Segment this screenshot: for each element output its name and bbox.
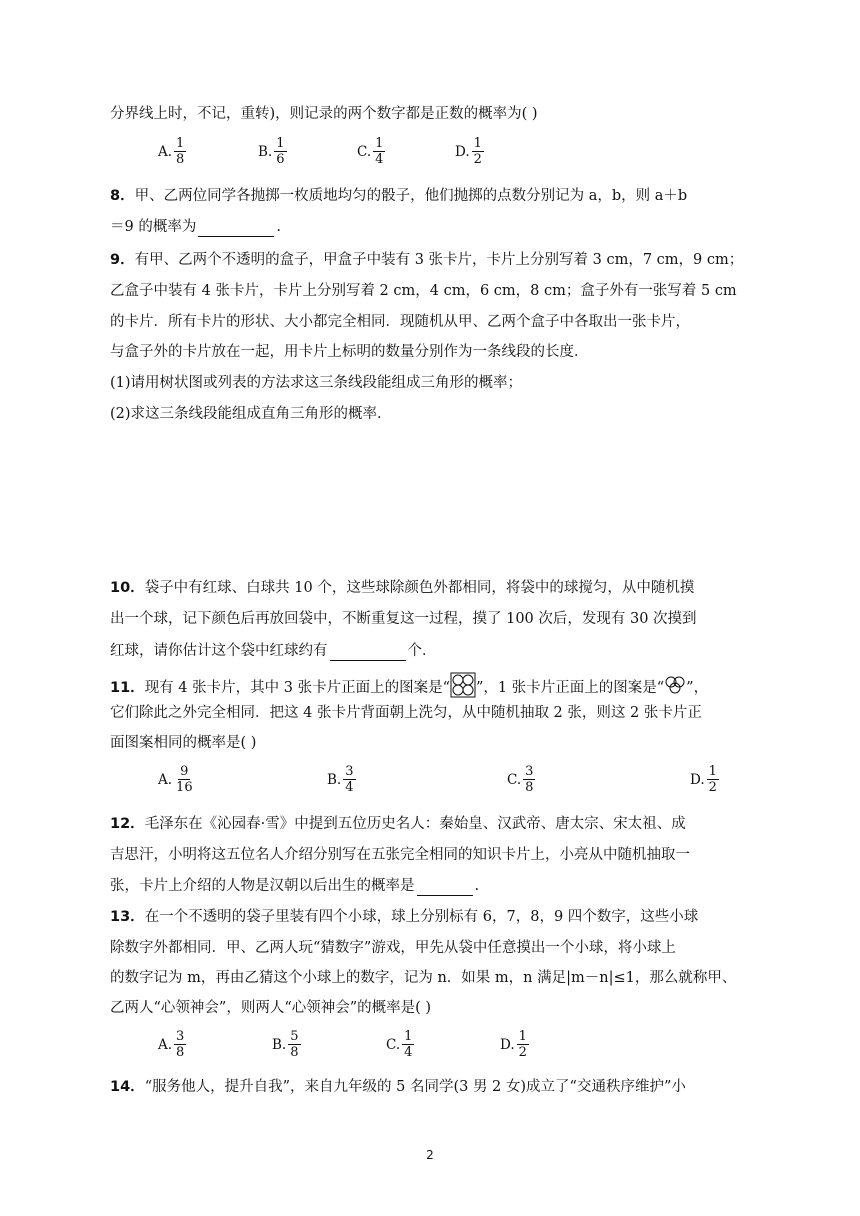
q13-line-3: 的数字记为 m，再由乙猜这个小球上的数字，记为 n．如果 m，n 满足|m－n|≤1，那么就称甲、 — [110, 970, 737, 986]
q9-number: 9． — [110, 252, 135, 268]
q8-line-2: ＝9 的概率为 . — [110, 216, 281, 237]
q10-line-1: 10．袋子中有红球、白球共 10 个，这些球除颜色外都相同，将袋中的球搅匀，从中随机摸 — [110, 580, 695, 596]
q7-option-b: B. $\frac{1}{6}$ — [258, 136, 285, 167]
q13-line-4: 乙两人“心领神会”，则两人“心领神会”的概率是( ) — [110, 1000, 432, 1016]
q9-line-2: 乙盒子中装有 4 张卡片，卡片上分别写着 2 cm，4 cm，6 cm，8 cm；盒子外有一张写着 5 cm — [110, 283, 737, 299]
answer-blank[interactable] — [330, 640, 406, 661]
q11-line-1: 11．现有 4 张卡片，其中 3 张卡片正面上的图案是“ ”，1 张卡片正面上的图案是“ ”， — [110, 672, 708, 704]
q13-option-b: B. $\frac{5}{8}$ — [272, 1029, 299, 1060]
q11-option-d: D. $\frac{1}{2}$ — [690, 764, 717, 795]
q7-option-d: D. $\frac{1}{2}$ — [455, 136, 482, 167]
q13-line-2: 除数字外都相同．甲、乙两人玩“猜数字”游戏，甲先从袋中任意摸出一个小球，将小球上 — [110, 940, 676, 956]
q13-option-d: D. $\frac{1}{2}$ — [500, 1029, 527, 1060]
q7-option-c: C. $\frac{1}{4}$ — [357, 136, 384, 167]
q9-line-4: 与盒子外的卡片放在一起，用卡片上标明的数量分别作为一条线段的长度． — [110, 344, 589, 360]
q9-sub-2: (2)求这三条线段能组成直角三角形的概率． — [110, 406, 392, 422]
q10-number: 10． — [110, 580, 145, 596]
page-number: 2 — [426, 1148, 434, 1162]
q11-option-a: A. $\frac{9}{16}$ — [158, 764, 193, 795]
q9-sub-1: (1)请用树状图或列表的方法求这三条线段能组成三角形的概率； — [110, 375, 523, 391]
q12-line-1: 12．毛泽东在《沁园春·雪》中提到五位历史名人：秦始皇、汉武帝、唐太宗、宋太祖、成 — [110, 816, 686, 832]
q13-number: 13． — [110, 909, 145, 925]
q12-line-2: 吉思汗，小明将这五位名人介绍分别写在五张完全相同的知识卡片上，小亮从中随机抽取一 — [110, 847, 690, 863]
three-circles-icon — [664, 675, 686, 701]
q10-line-3: 红球，请你估计这个袋中红球约有 个． — [110, 640, 437, 661]
four-circles-square-icon — [450, 672, 476, 704]
q11-option-b: B. $\frac{3}{4}$ — [327, 764, 354, 795]
q12-number: 12． — [110, 816, 145, 832]
q7-option-a: A. $\frac{1}{8}$ — [158, 136, 185, 167]
q11-option-c: C. $\frac{3}{8}$ — [507, 764, 534, 795]
q7-text: 分界线上时，不记，重转)，则记录的两个数字都是正数的概率为( ) — [110, 106, 538, 122]
q8-line-1: 8．甲、乙两位同学各抛掷一枚质地均匀的骰子，他们抛掷的点数分别记为 a，b，则 a＋b — [110, 188, 688, 204]
q11-number: 11． — [110, 680, 145, 696]
q13-line-1: 13．在一个不透明的袋子里装有四个小球，球上分别标有 6，7，8，9 四个数字，这些小球 — [110, 909, 699, 925]
q13-option-a: A. $\frac{3}{8}$ — [158, 1029, 185, 1060]
q13-option-c: C. $\frac{1}{4}$ — [386, 1029, 413, 1060]
answer-blank[interactable] — [198, 216, 274, 237]
q12-line-3: 张，卡片上介绍的人物是汉朝以后出生的概率是 . — [110, 875, 479, 896]
q9-line-3: 的卡片．所有卡片的形状、大小都完全相同．现随机从甲、乙两个盒子中各取出一张卡片， — [110, 314, 690, 330]
answer-blank[interactable] — [417, 875, 473, 896]
q14-number: 14． — [110, 1079, 145, 1095]
q11-line-3: 面图案相同的概率是( ) — [110, 735, 257, 751]
q8-number: 8． — [110, 188, 135, 204]
q9-line-1: 9．有甲、乙两个不透明的盒子，甲盒子中装有 3 张卡片，卡片上分别写着 3 cm，7 cm，9 cm； — [110, 252, 744, 268]
q10-line-2: 出一个球，记下颜色后再放回袋中，不断重复这一过程，摸了 100 次后，发现有 30 次摸到 — [110, 611, 697, 627]
q11-line-2: 它们除此之外完全相同．把这 4 张卡片背面朝上洗匀，从中随机抽取 2 张，则这 2 张卡片正 — [110, 705, 702, 721]
q14-line-1: 14．“服务他人，提升自我”，来自九年级的 5 名同学(3 男 2 女)成立了“交通秩序维护”小 — [110, 1079, 686, 1095]
